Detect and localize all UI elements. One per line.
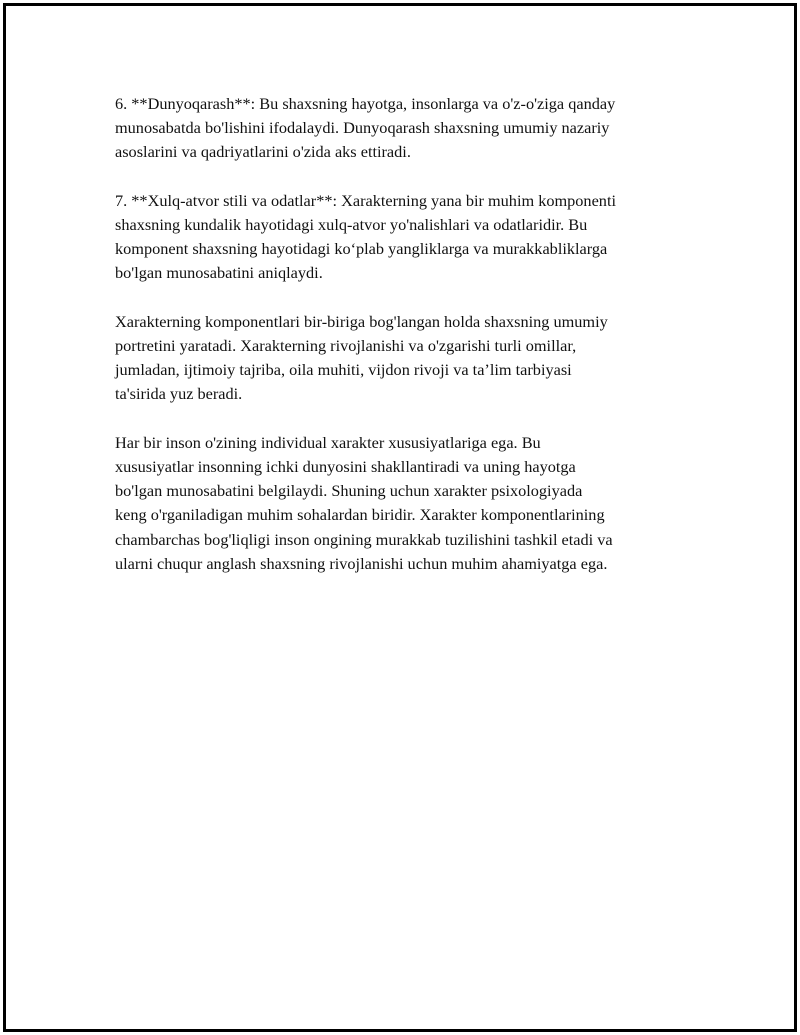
text-line: ularni chuqur anglash shaxsning rivojlanishi uchun muhim ahamiyatga ega. (115, 553, 608, 573)
document-body (115, 92, 690, 600)
text-line: asoslarini va qadriyatlarini o'zida aks ettiradi. (115, 142, 411, 162)
text-line: Xarakterning komponentlari bir-biriga bog'langan holda shaxsning umumiy (115, 311, 608, 331)
text-line: xususiyatlar insonning ichki dunyosini shakllantiradi va uning hayotga (115, 457, 576, 476)
text-line: ta'sirida yuz beradi. (115, 384, 243, 404)
text-line: jumladan, ijtimoiy tajriba, oila muhiti, vijdon rivoji va ta’lim tarbiyasi (115, 360, 572, 380)
text-line: portretini yaratadi. Xarakterning rivojlanishi va o'zgarishi turli omillar, (115, 336, 577, 355)
text-line: munosabatda bo'lishini ifodalaydi. Dunyoqarash shaxsning umumiy nazariy (115, 118, 610, 138)
paragraph-dunyoqarash (115, 92, 690, 165)
paragraph-komponentlar (115, 310, 690, 407)
text-line: bo'lgan munosabatini belgilaydi. Shuning uchun xarakter psixologiyada (115, 481, 583, 501)
text-line: komponent shaxsning hayotidagi ko‘plab yangliklarga va murakkabliklarga (115, 239, 608, 259)
text-line: chambarchas bog'liqligi inson ongining murakkab tuzilishini tashkil etadi va (115, 529, 613, 549)
text-line: Har bir inson o'zining individual xarakter xususiyatlariga ega. Bu (115, 432, 541, 452)
text-line: 7. **Xulq-atvor stili va odatlar**: Xarakterning yana bir muhim komponenti (115, 190, 616, 210)
text-line: shaxsning kundalik hayotidagi xulq-atvor yo'nalishlari va odatlaridir. Bu (115, 215, 588, 234)
paragraph-xususiyatlar (115, 431, 690, 576)
text-line: bo'lgan munosabatini aniqlaydi. (115, 263, 323, 283)
text-line: 6. **Dunyoqarash**: Bu shaxsning hayotga, insonlarga va o'z-o'ziga qanday (115, 94, 616, 113)
text-line: keng o'rganiladigan muhim sohalardan biridir. Xarakter komponentlarining (115, 505, 605, 525)
paragraph-xulq-atvor (115, 189, 690, 286)
